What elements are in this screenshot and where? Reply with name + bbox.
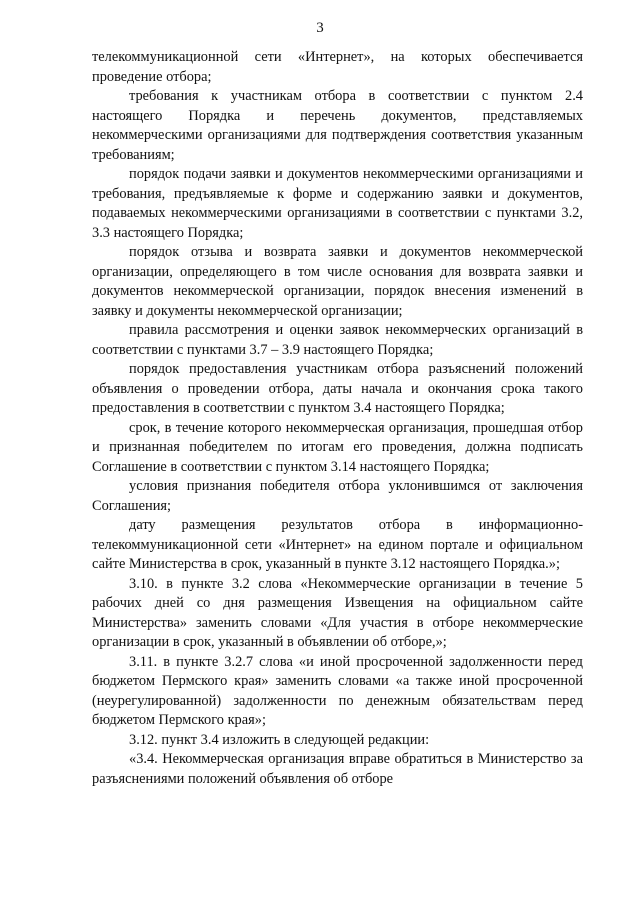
paragraph-continuation: телекоммуникационной сети «Интернет», на которых обеспечивается проведение отбора; <box>92 49 583 85</box>
paragraph-results-publication: дату размещения результатов отбора в информационно-телекоммуникационной сети «Интернет» на едином портале и официальном сайте Министерства в срок, указанный в пункте 3.12 настоящего Порядка.»; <box>92 517 583 572</box>
paragraph-evaluation-rules: правила рассмотрения и оценки заявок некоммерческих организаций в соответствии с пунктами 3.7 – 3.9 настоящего Порядка; <box>92 322 583 358</box>
page-number: 3 <box>316 20 324 36</box>
paragraph-item-3-11: 3.11. в пункте 3.2.7 слова «и иной просроченной задолженности перед бюджетом Пермского края» заменить словами «а также иной просроченной (неурегулированной) задолженности по денежным обязательствам перед бюджетом Пермского края»; <box>92 653 583 728</box>
paragraph-application-procedure: порядок подачи заявки и документов некоммерческими организациями и требования, предъявляемые к форме и содержанию заявки и документов, подаваемых некоммерческими организациями в соответствии с пунктами 3.2, 3.3 настоящего Порядка; <box>92 166 583 241</box>
paragraph-item-3-12: 3.12. пункт 3.4 изложить в следующей редакции: <box>129 731 430 748</box>
document-body <box>92 48 583 789</box>
paragraph-item-3-4-new: «3.4. Некоммерческая организация вправе обратиться в Министерство за разъяснениями положений объявления об отборе <box>92 751 583 787</box>
paragraph-participant-requirements: требования к участникам отбора в соответствии с пунктом 2.4 настоящего Порядка и перечень документов, представляемых некоммерческими организациями для подтверждения соответствия указанным требованиям; <box>92 88 583 163</box>
paragraph-evasion-conditions: условия признания победителя отбора уклонившимся от заключения Соглашения; <box>92 478 583 514</box>
paragraph-agreement-deadline: срок, в течение которого некоммерческая организация, прошедшая отбор и признанная победителем по итогам его проведения, должна подписать Соглашение в соответствии с пунктом 3.14 настоящего Порядка; <box>92 419 583 475</box>
paragraph-withdrawal-procedure: порядок отзыва и возврата заявки и документов некоммерческой организации, определяющего в том числе основания для возврата заявки и документов некоммерческой организации, порядок внесения изменений в заявку и документы некоммерческой организации; <box>92 244 583 319</box>
paragraph-item-3-10: 3.10. в пункте 3.2 слова «Некоммерческие организации в течение 5 рабочих дней со дня размещения Извещения на официальном сайте Министерства» заменить словами «Для участия в отборе некоммерческие организации в срок, указанный в объявлении об отборе,»; <box>92 575 583 650</box>
paragraph-clarification-procedure: порядок предоставления участникам отбора разъяснений положений объявления о проведении отбора, даты начала и окончания срока такого предоставления в соответствии с пунктом 3.4 настоящего Порядка; <box>92 361 583 416</box>
